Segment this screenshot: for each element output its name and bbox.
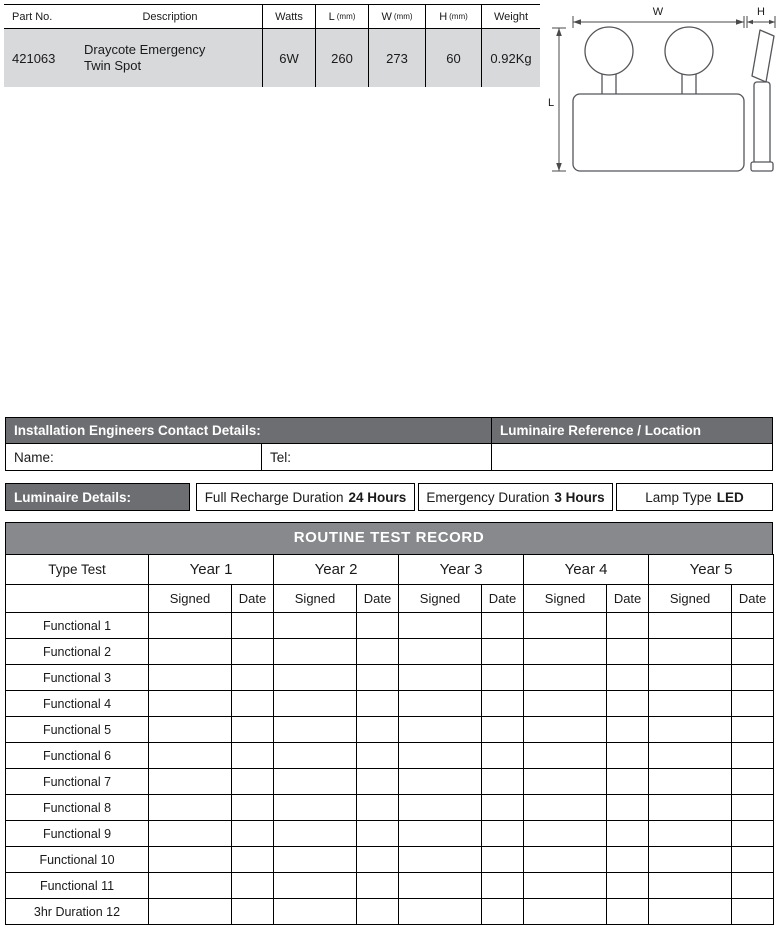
luminaire-reference-field: [492, 444, 773, 471]
date-cell: [607, 639, 649, 665]
date-cell: [232, 665, 274, 691]
signed-cell: [274, 743, 357, 769]
date-cell: [482, 847, 524, 873]
spec-header-description: [78, 5, 262, 28]
date-cell: [482, 665, 524, 691]
signed-cell: [649, 873, 732, 899]
signed-cell: [149, 821, 232, 847]
date-cell: [232, 899, 274, 925]
signed-cell: [274, 873, 357, 899]
test-row: [6, 899, 774, 925]
spec-header-label: Watts: [275, 10, 303, 23]
watts-value: 6W: [279, 50, 299, 66]
date-header: Date: [482, 585, 524, 613]
test-row-label: Functional 11: [6, 873, 149, 899]
date-cell: [607, 795, 649, 821]
signed-cell: [149, 743, 232, 769]
name-field: [5, 444, 262, 471]
product-dimension-drawing: [542, 4, 778, 176]
test-record-table: [5, 554, 774, 925]
height-dimension-label: H: [757, 6, 765, 18]
test-row: [6, 743, 774, 769]
signed-cell: [524, 795, 607, 821]
signed-cell: [649, 795, 732, 821]
date-cell: [357, 769, 399, 795]
date-cell: [357, 639, 399, 665]
test-row: [6, 847, 774, 873]
signed-cell: [524, 847, 607, 873]
date-cell: [357, 743, 399, 769]
date-cell: [607, 717, 649, 743]
date-cell: [232, 717, 274, 743]
signed-cell: [274, 769, 357, 795]
signed-cell: [149, 691, 232, 717]
date-cell: [482, 873, 524, 899]
blank-header-cell: [6, 585, 149, 613]
spec-header-length: [315, 5, 368, 28]
signed-cell: [399, 899, 482, 925]
test-row-label: Functional 9: [6, 821, 149, 847]
spec-width: [368, 29, 425, 87]
signed-cell: [274, 613, 357, 639]
spec-length: [315, 29, 368, 87]
year-1-header: Year 1: [149, 555, 274, 585]
date-cell: [357, 795, 399, 821]
spec-header-label: Part No.: [12, 10, 53, 23]
test-row-label: Functional 7: [6, 769, 149, 795]
signed-cell: [524, 743, 607, 769]
signed-cell: [649, 717, 732, 743]
signed-cell: [649, 665, 732, 691]
signed-cell: [274, 899, 357, 925]
signed-cell: [649, 899, 732, 925]
date-cell: [357, 873, 399, 899]
date-cell: [607, 665, 649, 691]
date-cell: [232, 821, 274, 847]
test-row: [6, 639, 774, 665]
date-cell: [607, 821, 649, 847]
date-cell: [357, 691, 399, 717]
signed-cell: [524, 873, 607, 899]
signed-header: Signed: [149, 585, 232, 613]
signed-cell: [524, 613, 607, 639]
length-dimension-label: L: [547, 97, 555, 109]
signed-cell: [149, 639, 232, 665]
date-cell: [732, 717, 774, 743]
date-cell: [232, 743, 274, 769]
date-cell: [482, 821, 524, 847]
date-cell: [607, 847, 649, 873]
description-value: Draycote Emergency Twin Spot: [84, 41, 206, 73]
date-cell: [482, 769, 524, 795]
signed-cell: [149, 873, 232, 899]
date-cell: [607, 743, 649, 769]
signed-cell: [649, 821, 732, 847]
emergency-duration-value: 3 Hours: [554, 489, 605, 505]
tel-field: [262, 444, 492, 471]
date-header: Date: [232, 585, 274, 613]
type-test-header: Type Test: [6, 555, 149, 585]
luminaire-details-title: Luminaire Details:: [5, 483, 190, 511]
date-cell: [357, 821, 399, 847]
date-cell: [732, 847, 774, 873]
routine-test-record-title: ROUTINE TEST RECORD: [5, 522, 773, 554]
part-no-value: 421063: [12, 50, 56, 66]
spec-header-label: W: [381, 10, 392, 23]
test-row-label: Functional 10: [6, 847, 149, 873]
date-cell: [232, 639, 274, 665]
height-value: 60: [446, 50, 461, 66]
test-row-label: Functional 1: [6, 613, 149, 639]
signed-cell: [274, 639, 357, 665]
date-cell: [732, 613, 774, 639]
signed-cell: [524, 665, 607, 691]
date-cell: [232, 795, 274, 821]
date-cell: [232, 873, 274, 899]
spec-header-part-no: [4, 5, 78, 28]
spec-header-width: [368, 5, 425, 28]
date-header: Date: [607, 585, 649, 613]
signed-cell: [524, 899, 607, 925]
signed-cell: [399, 769, 482, 795]
luminaire-details-section: [5, 483, 773, 511]
signed-cell: [649, 847, 732, 873]
date-cell: [482, 899, 524, 925]
signed-cell: [399, 795, 482, 821]
signed-cell: [274, 665, 357, 691]
date-cell: [607, 613, 649, 639]
lamp-type-box: [616, 483, 773, 511]
spec-table: [4, 4, 540, 87]
date-cell: [232, 769, 274, 795]
luminaire-reference-header: Luminaire Reference / Location: [492, 417, 773, 444]
signed-header: Signed: [399, 585, 482, 613]
spec-weight: [481, 29, 540, 87]
signed-cell: [274, 847, 357, 873]
emergency-duration-box: [418, 483, 613, 511]
date-cell: [357, 665, 399, 691]
date-cell: [232, 691, 274, 717]
width-dimension-label: W: [652, 6, 664, 18]
contact-fields-row: [5, 444, 773, 471]
weight-value: 0.92Kg: [490, 50, 532, 66]
signed-cell: [149, 613, 232, 639]
signed-cell: [399, 613, 482, 639]
signed-cell: [399, 847, 482, 873]
lamp-type-label: Lamp Type: [645, 489, 712, 505]
test-row: [6, 613, 774, 639]
date-cell: [732, 899, 774, 925]
date-cell: [607, 769, 649, 795]
year-header-row: [6, 555, 774, 585]
signed-cell: [524, 769, 607, 795]
spec-part-no: [4, 29, 78, 87]
recharge-duration-box: [196, 483, 415, 511]
spec-watts: [262, 29, 315, 87]
recharge-duration-value: 24 Hours: [348, 489, 407, 505]
date-header: Date: [357, 585, 399, 613]
signed-header: Signed: [649, 585, 732, 613]
spec-header-label: Description: [142, 10, 198, 23]
date-cell: [732, 795, 774, 821]
date-cell: [732, 769, 774, 795]
date-cell: [232, 613, 274, 639]
product-front-view: [573, 27, 744, 171]
test-row-label: Functional 5: [6, 717, 149, 743]
spec-header-unit: (mm): [393, 12, 413, 21]
signed-date-header-row: [6, 585, 774, 613]
spec-header-unit: (mm): [449, 12, 468, 21]
signed-cell: [524, 821, 607, 847]
name-label: Name:: [14, 449, 54, 465]
spec-description: [78, 29, 262, 87]
signed-cell: [149, 795, 232, 821]
signed-cell: [649, 639, 732, 665]
date-cell: [357, 899, 399, 925]
date-cell: [607, 691, 649, 717]
date-cell: [357, 847, 399, 873]
test-row-label: Functional 6: [6, 743, 149, 769]
signed-cell: [399, 665, 482, 691]
test-row-label: Functional 2: [6, 639, 149, 665]
recharge-duration-label: Full Recharge Duration: [204, 489, 344, 505]
signed-cell: [274, 691, 357, 717]
test-row: [6, 821, 774, 847]
signed-cell: [274, 717, 357, 743]
tel-label: Tel:: [270, 449, 292, 465]
emergency-duration-label: Emergency Duration: [426, 489, 550, 505]
lamp-type-value: LED: [716, 489, 744, 505]
signed-cell: [399, 639, 482, 665]
test-row: [6, 717, 774, 743]
signed-cell: [149, 847, 232, 873]
signed-header: Signed: [524, 585, 607, 613]
signed-cell: [524, 639, 607, 665]
spec-header-watts: [262, 5, 315, 28]
signed-cell: [399, 743, 482, 769]
date-cell: [482, 717, 524, 743]
year-5-header: Year 5: [649, 555, 774, 585]
test-row-label: Functional 8: [6, 795, 149, 821]
contact-section: [5, 417, 773, 471]
date-cell: [732, 639, 774, 665]
spec-header-unit: (mm): [336, 12, 356, 21]
signed-cell: [649, 743, 732, 769]
test-row: [6, 665, 774, 691]
spec-header-height: [425, 5, 481, 28]
year-2-header: Year 2: [274, 555, 399, 585]
test-row-label: Functional 4: [6, 691, 149, 717]
signed-header: Signed: [274, 585, 357, 613]
date-cell: [732, 743, 774, 769]
signed-cell: [649, 769, 732, 795]
year-3-header: Year 3: [399, 555, 524, 585]
date-cell: [232, 847, 274, 873]
signed-cell: [524, 691, 607, 717]
contact-header-row: [5, 417, 773, 444]
test-row-label: 3hr Duration 12: [6, 899, 149, 925]
date-header: Date: [732, 585, 774, 613]
date-cell: [732, 873, 774, 899]
spec-header-label: Weight: [493, 10, 529, 23]
spec-table-row: [4, 29, 540, 87]
date-cell: [482, 639, 524, 665]
signed-cell: [399, 821, 482, 847]
spec-table-header: [4, 5, 540, 29]
signed-cell: [149, 717, 232, 743]
length-value: 260: [331, 50, 353, 66]
spec-header-weight: [481, 5, 540, 28]
spec-header-label: L: [328, 10, 335, 23]
signed-cell: [399, 691, 482, 717]
year-4-header: Year 4: [524, 555, 649, 585]
date-cell: [357, 717, 399, 743]
signed-cell: [149, 899, 232, 925]
signed-cell: [649, 613, 732, 639]
date-cell: [482, 691, 524, 717]
signed-cell: [274, 795, 357, 821]
date-cell: [482, 795, 524, 821]
signed-cell: [274, 821, 357, 847]
test-row: [6, 769, 774, 795]
date-cell: [482, 613, 524, 639]
test-row: [6, 691, 774, 717]
product-side-view: [751, 30, 774, 171]
spec-height: [425, 29, 481, 87]
date-cell: [607, 873, 649, 899]
signed-cell: [149, 769, 232, 795]
width-value: 273: [386, 50, 408, 66]
spec-header-label: H: [439, 10, 448, 23]
contact-details-header: Installation Engineers Contact Details:: [5, 417, 492, 444]
date-cell: [607, 899, 649, 925]
test-row-label: Functional 3: [6, 665, 149, 691]
date-cell: [732, 821, 774, 847]
signed-cell: [524, 717, 607, 743]
signed-cell: [649, 691, 732, 717]
signed-cell: [149, 665, 232, 691]
date-cell: [482, 743, 524, 769]
test-row: [6, 795, 774, 821]
signed-cell: [399, 873, 482, 899]
routine-test-record: [5, 522, 773, 925]
date-cell: [732, 665, 774, 691]
date-cell: [357, 613, 399, 639]
test-row: [6, 873, 774, 899]
signed-cell: [399, 717, 482, 743]
date-cell: [732, 691, 774, 717]
